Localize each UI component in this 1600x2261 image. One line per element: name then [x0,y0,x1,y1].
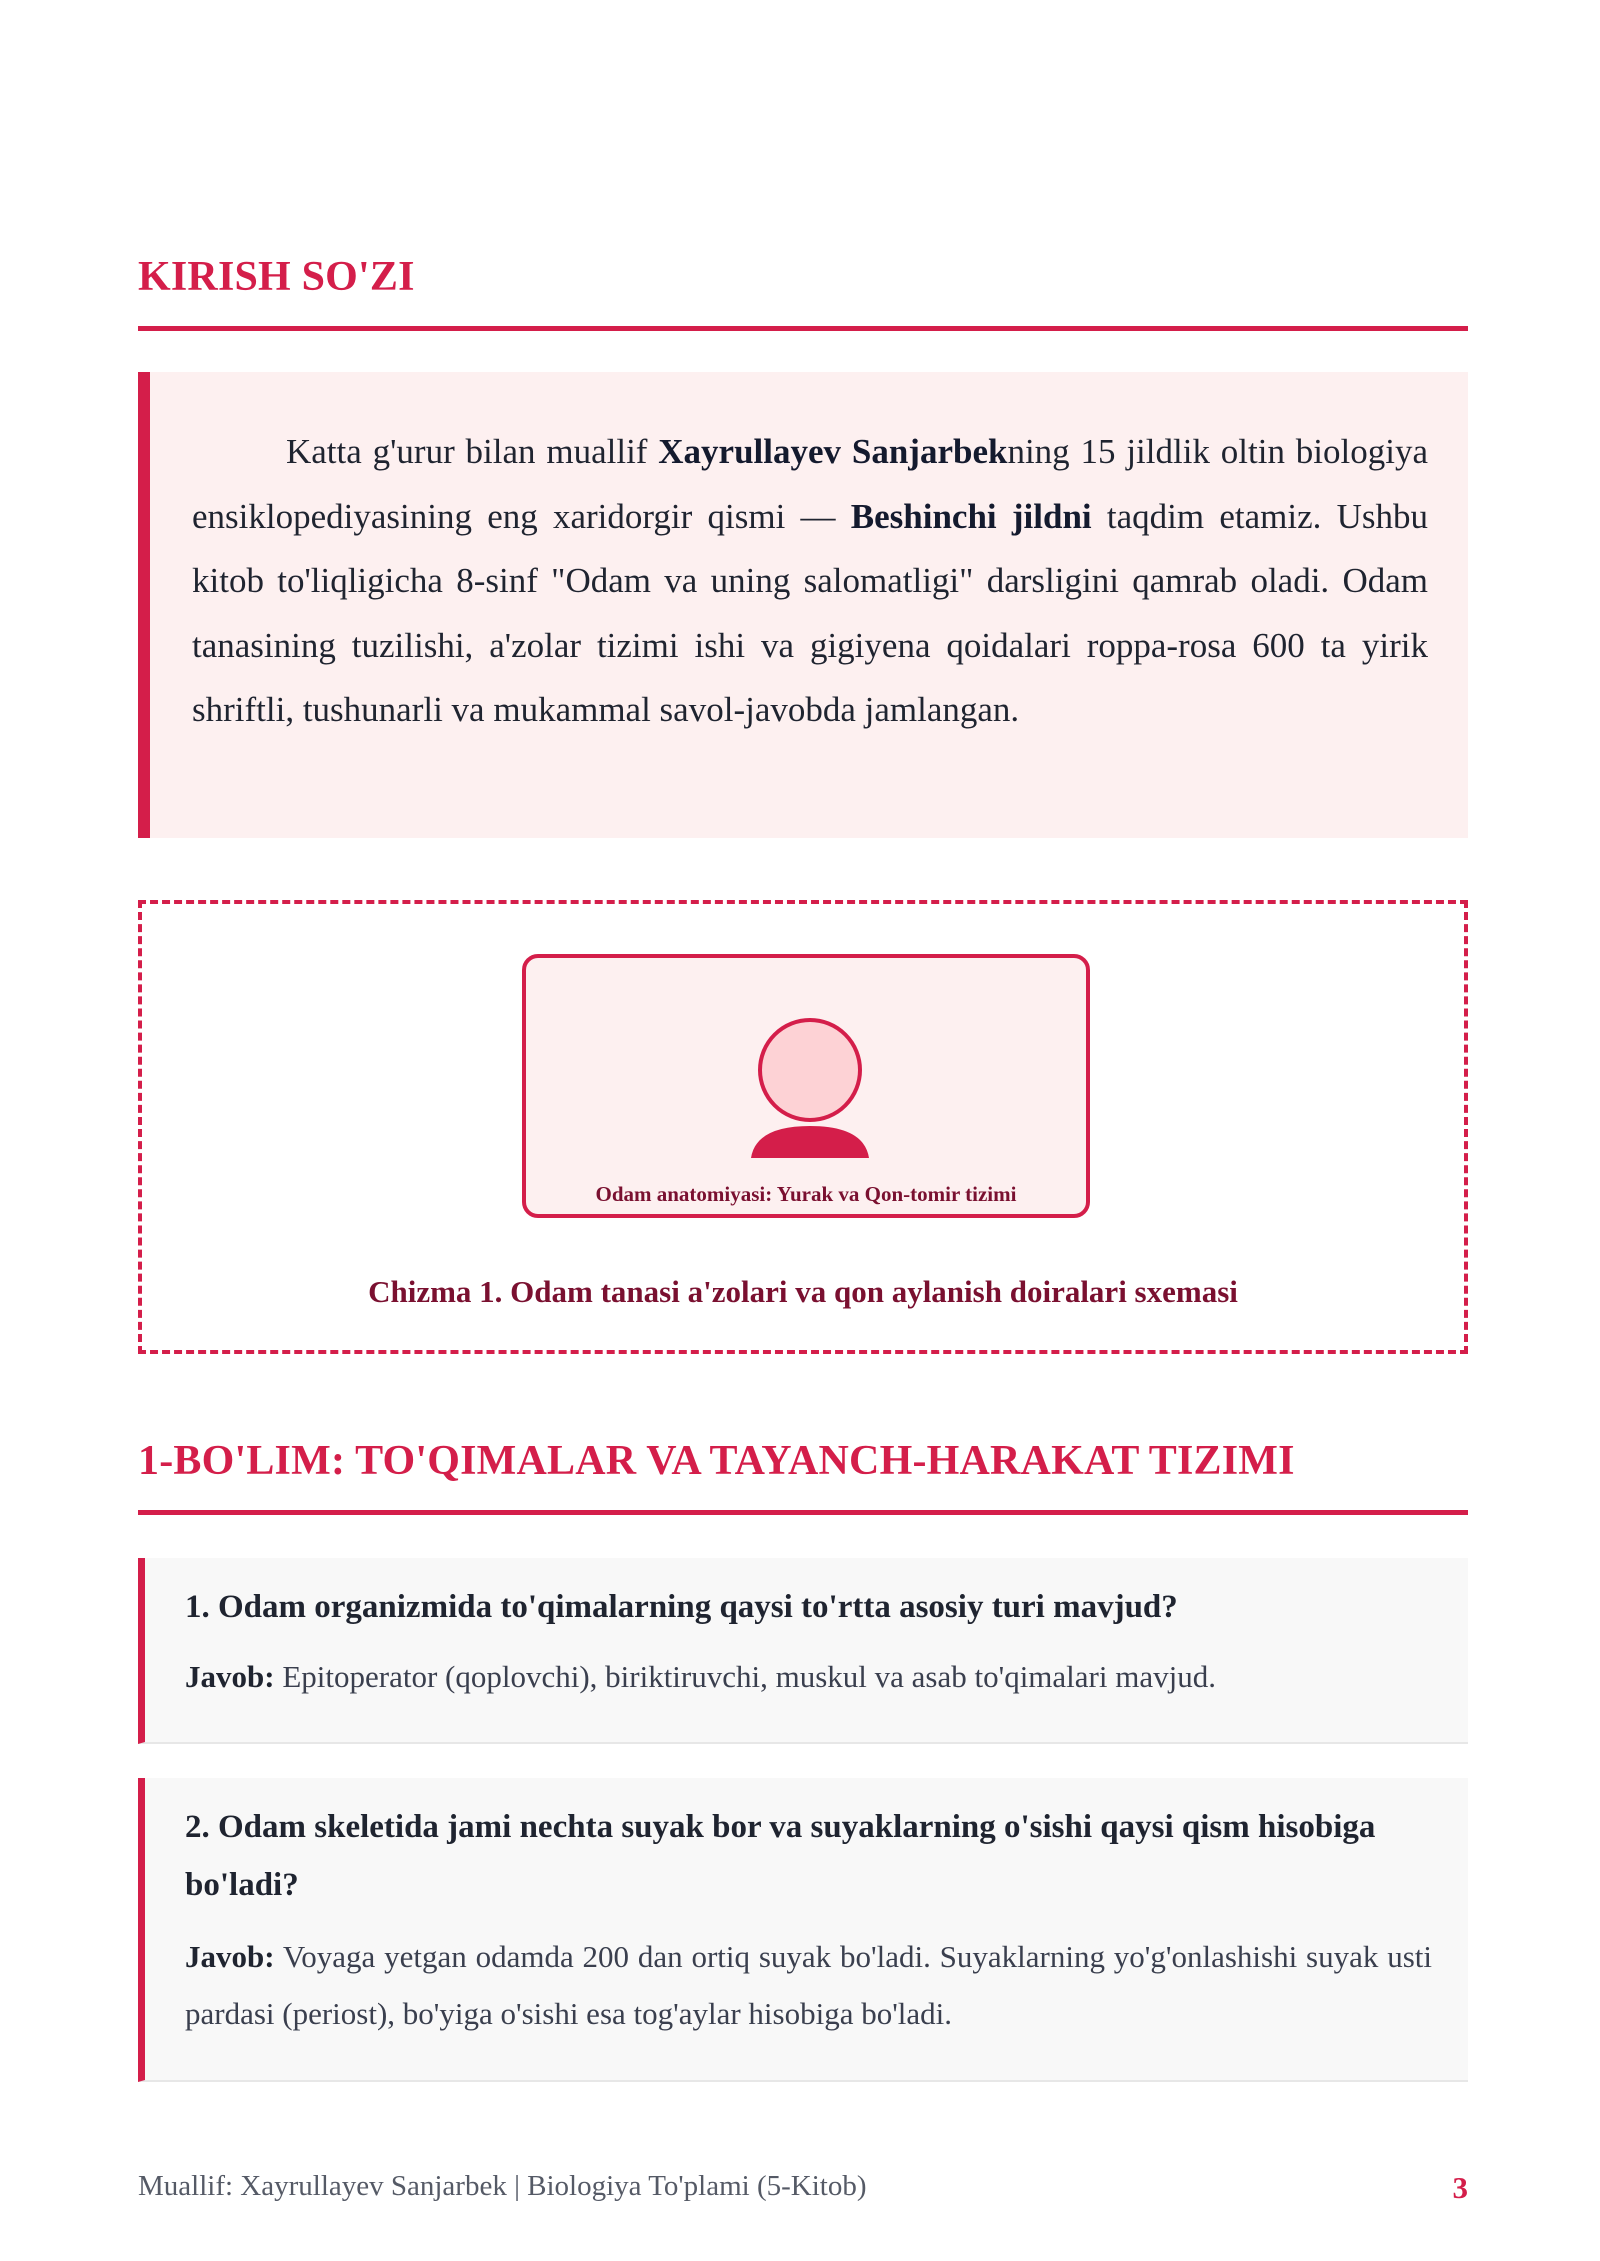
footer-author: Muallif: Xayrullayev Sanjarbek | Biologiya To'plami (5-Kitob) [138,2170,867,2202]
qa-question-2: 2. Odam skeletida jami nechta suyak bor va suyaklarning o'sishi qaysi qism hisobiga bo'ladi? [185,1809,1376,1903]
figure-caption: Chizma 1. Odam tanasi a'zolari va qon aylanish doiralari sxemasi [368,1274,1238,1309]
intro-text-part1: Katta g'urur bilan muallif [286,432,659,471]
qa-answer-label-1: Javob: [185,1659,275,1694]
intro-box [138,372,1468,838]
intro-author: Xayrullayev Sanjarbek [658,432,1008,471]
qa-answer-text-1: Epitoperator (qoplovchi), biriktiruvchi, muskul va asab to'qimalari mavjud. [274,1659,1216,1694]
qa-answer-label-2: Javob: [185,1939,275,1974]
figure-card-label: Odam anatomiyasi: Yurak va Qon-tomir tizimi [595,1182,1017,1206]
qa-answer-text-2: Voyaga yetgan odamda 200 dan ortiq suyak bo'ladi. Suyaklarning yo'g'onlashishi suyak usti pardasi (periost), bo'yiga o'sishi esa tog'aylar hisobiga bo'ladi. [185,1939,1432,2031]
figure-box [138,900,1468,1354]
intro-paragraph [192,420,1428,743]
figure-card [522,954,1090,1218]
section1-title: 1-BO'LIM: TO'QIMALAR VA TAYANCH-HARAKAT TIZIMI [138,1438,1295,1484]
page-number: 3 [1452,2170,1468,2205]
qa-question-1: 1. Odam organizmida to'qimalarning qaysi to'rtta asosiy turi mavjud? [185,1589,1178,1625]
intro-volume: Beshinchi jildni [850,496,1092,536]
intro-title-rule [138,326,1468,331]
intro-text-part3: taqdim etamiz. Ushbu kitob to'liqligicha 8-sinf "Odam va uning salomatligi" darsligini qamrab oladi. Odam tanasining tuzilishi, a'zolar tizimi ishi va gigiyena qoidalari roppa-rosa 600 ta yirik shriftli, tushunarli va mukammal savol-javobda jamlangan. [192,496,1428,729]
section1-title-rule [138,1510,1468,1515]
qa-answer-2 [185,1928,1432,2042]
qa-item-2 [138,1778,1468,2082]
intro-title: KIRISH SO'ZI [138,254,415,300]
intro-text-part2: ning 15 jildlik oltin biologiya ensiklopediyasining eng xaridorgir qismi — [192,432,1428,536]
qa-item-1 [138,1558,1468,1744]
qa-answer-1 [185,1648,1432,1705]
person-icon [526,958,1086,1214]
